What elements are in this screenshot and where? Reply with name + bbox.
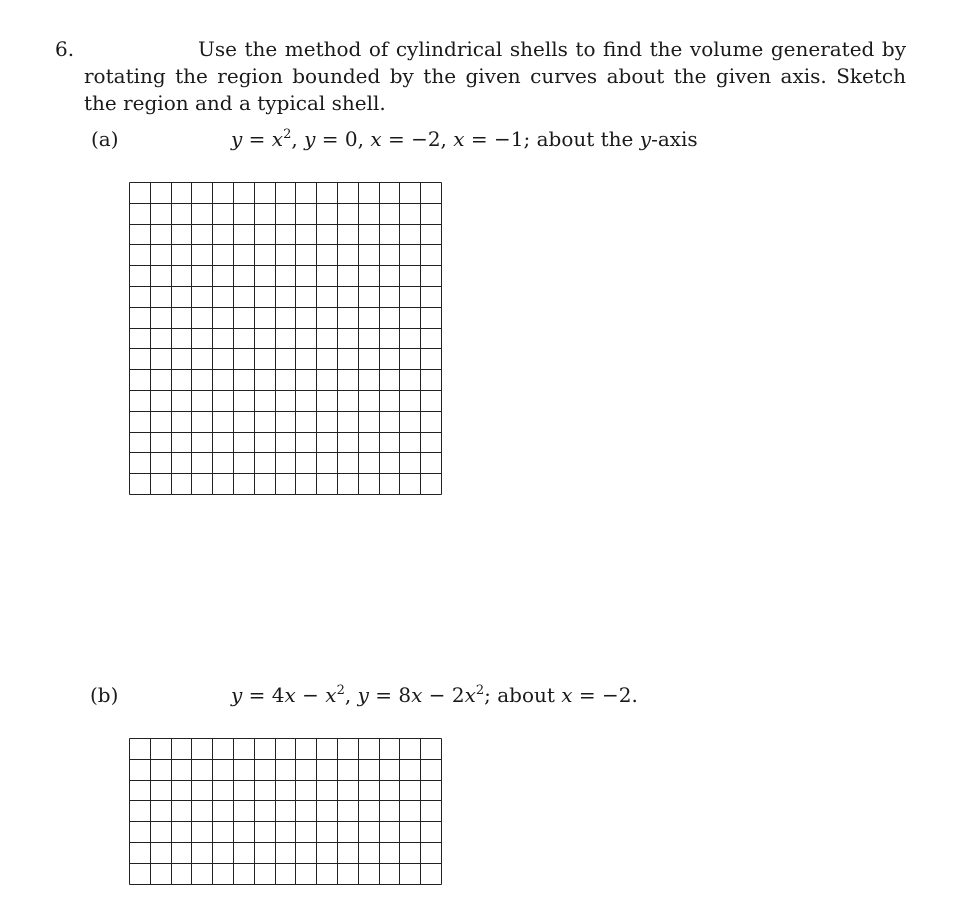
equation-segment: x [561,683,573,707]
equation-segment: y [639,127,652,151]
equation-segment: x [453,127,465,151]
equation-segment: x [370,127,382,151]
equation-segment: 2 [336,683,345,698]
problem-statement: Use the method of cylindrical shells to find the volume generated by rotating the region bounded by the given curves about the given axis. Sketch the region and a typical shell. [84,37,906,115]
equation-segment: , [291,127,305,151]
equation-segment: = −2, [381,127,454,151]
equation-segment: − [295,683,326,707]
equation-segment: = 8 [368,683,412,707]
equation-segment: = −1; about the [464,127,640,151]
equation-segment: − 2 [422,683,465,707]
equation-segment: y [357,683,369,707]
graph-paper-grid-a[interactable] [129,182,445,498]
equation-segment: x [325,683,337,707]
equation-segment: y [304,127,316,151]
equation-segment: x [411,683,423,707]
equation-segment: 2 [475,683,485,698]
part-b-equation [231,682,638,708]
graph-paper-grid-b[interactable] [129,738,445,899]
equation-segment: x [284,683,296,707]
equation-segment: y [231,683,243,707]
equation-segment: x [464,683,476,707]
equation-segment: y [231,127,243,151]
equation-segment: 2 [283,127,292,142]
equation-segment: ; about [484,683,562,707]
equation-segment: x [271,127,284,151]
equation-segment: , [344,683,358,707]
part-b-label: (b) [90,683,119,707]
equation-segment: = −2. [572,683,638,707]
equation-segment: = 4 [242,683,285,707]
equation-segment: = 0, [315,127,371,151]
equation-segment: -axis [651,127,698,151]
equation-segment: = [242,127,272,151]
part-a-equation [231,126,698,152]
part-a-label: (a) [91,127,119,151]
problem-number: 6. [55,37,75,61]
